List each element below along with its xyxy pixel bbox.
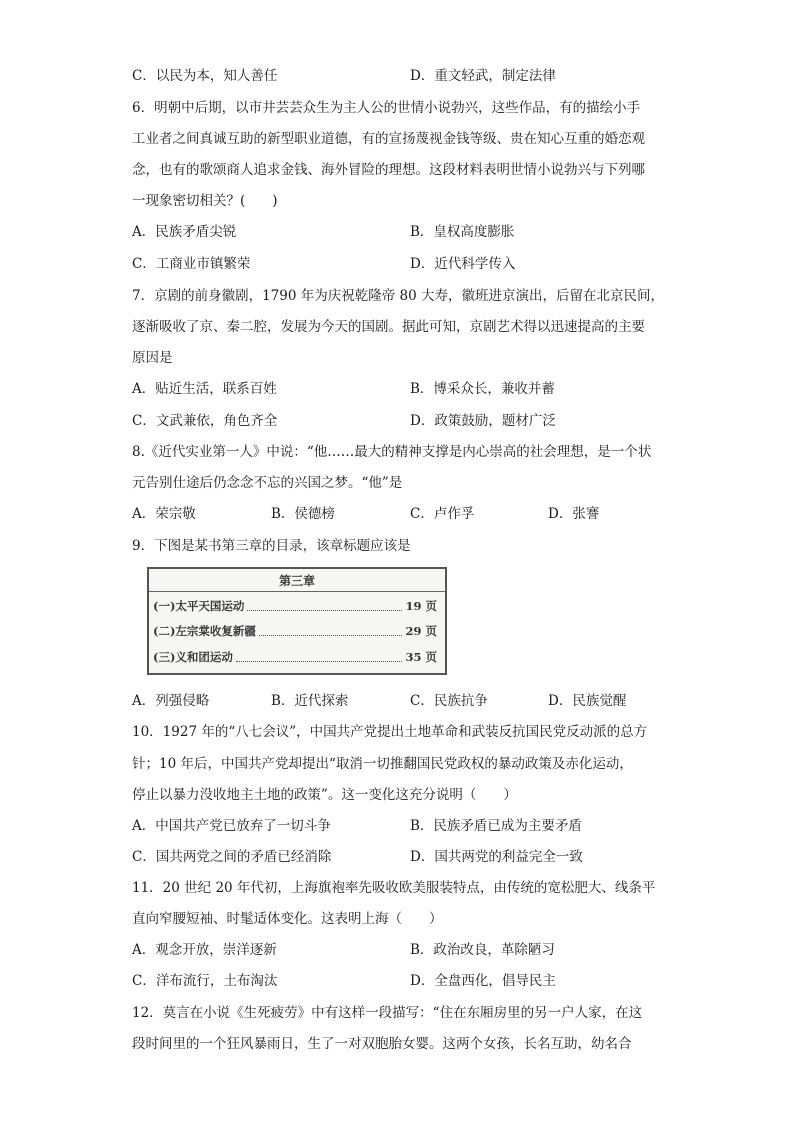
q5-option-d: D．重文轻武，制定法律: [410, 68, 556, 84]
q10-option-b: B．民族矛盾已成为主要矛盾: [410, 818, 582, 834]
q5-option-c: C．以民为本，知人善任: [132, 68, 278, 84]
toc-row-leader: [236, 652, 403, 662]
q8-option-b: B．侯德榜: [271, 506, 335, 522]
toc-row-page: 29 页: [405, 624, 437, 638]
q8-stem-line: 8.《近代实业第一人》中说：“他……最大的精神支撑是内心崇高的社会理想，是一个状: [132, 444, 652, 460]
q11-stem-line: 直向窄腰短袖、时髦适体变化。这表明上海（ ）: [132, 911, 443, 927]
q6-option-d: D．近代科学传入: [410, 256, 516, 272]
q10-stem-line: 针；10 年后，中国共产党却提出“取消一切推翻国民党政权的暴动政策及赤化运动，: [132, 756, 633, 772]
toc-row-label: (二)左宗棠收复新疆: [153, 624, 256, 638]
q7-stem-line: 7．京剧的前身徽剧，1790 年为庆祝乾隆帝 80 大寿，徽班进京演出，后留在北京民间，: [132, 288, 664, 304]
q10-stem-line: 停止以暴力没收地主土地的政策”。这一变化这充分说明（ ）: [132, 787, 517, 803]
q8-option-c: C．卢作孚: [410, 506, 475, 522]
q11-stem-line: 11．20 世纪 20 年代初，上海旗袍率先吸收欧美服装特点，由传统的宽松肥大、线条平: [132, 880, 656, 896]
q6-stem-line: 念，也有的歌颂商人追求金钱、海外冒险的理想。这段材料表明世情小说勃兴与下列哪: [132, 162, 645, 178]
q7-stem-line: 原因是: [132, 350, 173, 366]
toc-divider: [149, 591, 445, 592]
toc-title: 第三章: [278, 574, 315, 588]
q9-option-d: D．民族觉醒: [548, 693, 627, 709]
q9-option-b: B．近代探索: [271, 693, 349, 709]
q6-stem-line: 一现象密切相关？( ): [132, 193, 278, 209]
q10-option-d: D．国共两党的利益完全一致: [410, 849, 583, 865]
q7-option-c: C．文武兼依，角色齐全: [132, 413, 278, 429]
q8-option-a: A．荣宗敬: [132, 506, 196, 522]
q11-option-a: A．观念开放，崇洋逐新: [132, 942, 277, 958]
q10-stem-line: 10．1927 年的“八七会议”，中国共产党提出土地革命和武装反抗国民党反动派的总方: [132, 724, 648, 740]
q7-option-a: A．贴近生活，联系百姓: [132, 381, 277, 397]
q12-stem-line: 12．莫言在小说《生死疲劳》中有这样一段描写：“住在东厢房里的另一户人家，在这: [132, 1005, 643, 1021]
toc-row-leader: [259, 626, 403, 636]
toc-row: [153, 648, 437, 666]
q7-option-b: B．博采众长，兼收并蓄: [410, 381, 555, 397]
q9-option-a: A．列强侵略: [132, 693, 210, 709]
q6-option-b: B．皇权高度膨胀: [410, 224, 515, 240]
q6-stem-line: 工业者之间真诚互助的新型职业道德，有的宣扬蔑视金钱等级、贵在知心互重的婚恋观: [132, 131, 645, 147]
q10-option-c: C．国共两党之间的矛盾已经消除: [132, 849, 332, 865]
q8-option-d: D．张謇: [548, 506, 600, 522]
q11-option-b: B．政治改良，革除陋习: [410, 942, 555, 958]
toc-figure: [147, 567, 447, 675]
toc-row-leader: [247, 601, 402, 611]
q11-option-c: C．洋布流行，土布淘汰: [132, 973, 278, 989]
q10-option-a: A．中国共产党已放弃了一切斗争: [132, 818, 331, 834]
toc-row-label: (三)义和团运动: [153, 650, 233, 664]
toc-row-page: 35 页: [405, 650, 437, 664]
toc-row: [153, 622, 437, 640]
q12-stem-line: 段时间里的一个狂风暴雨日，生了一对双胞胎女婴。这两个女孩，长名互助，幼名合: [132, 1036, 632, 1052]
q8-stem-line: 元告别仕途后仍念念不忘的兴国之梦。“他”是: [132, 475, 403, 491]
q6-stem-line: 6．明朝中后期，以市井芸芸众生为主人公的世情小说勃兴，这些作品，有的描绘小手: [132, 100, 641, 116]
toc-row-page: 19 页: [405, 599, 437, 613]
q7-stem-line: 逐渐吸收了京、秦二腔，发展为今天的国剧。据此可知，京剧艺术得以迅速提高的主要: [132, 319, 645, 335]
q9-stem-line: 9．下图是某书第三章的目录，该章标题应该是: [132, 538, 411, 554]
toc-row: [153, 597, 437, 615]
q6-option-a: A．民族矛盾尖锐: [132, 224, 237, 240]
toc-row-label: (一)太平天国运动: [153, 599, 245, 613]
q11-option-d: D．全盘西化，倡导民主: [410, 973, 556, 989]
q6-option-c: C．工商业市镇繁荣: [132, 256, 251, 272]
q9-option-c: C．民族抗争: [410, 693, 488, 709]
q7-option-d: D．政策鼓励，题材广泛: [410, 413, 556, 429]
